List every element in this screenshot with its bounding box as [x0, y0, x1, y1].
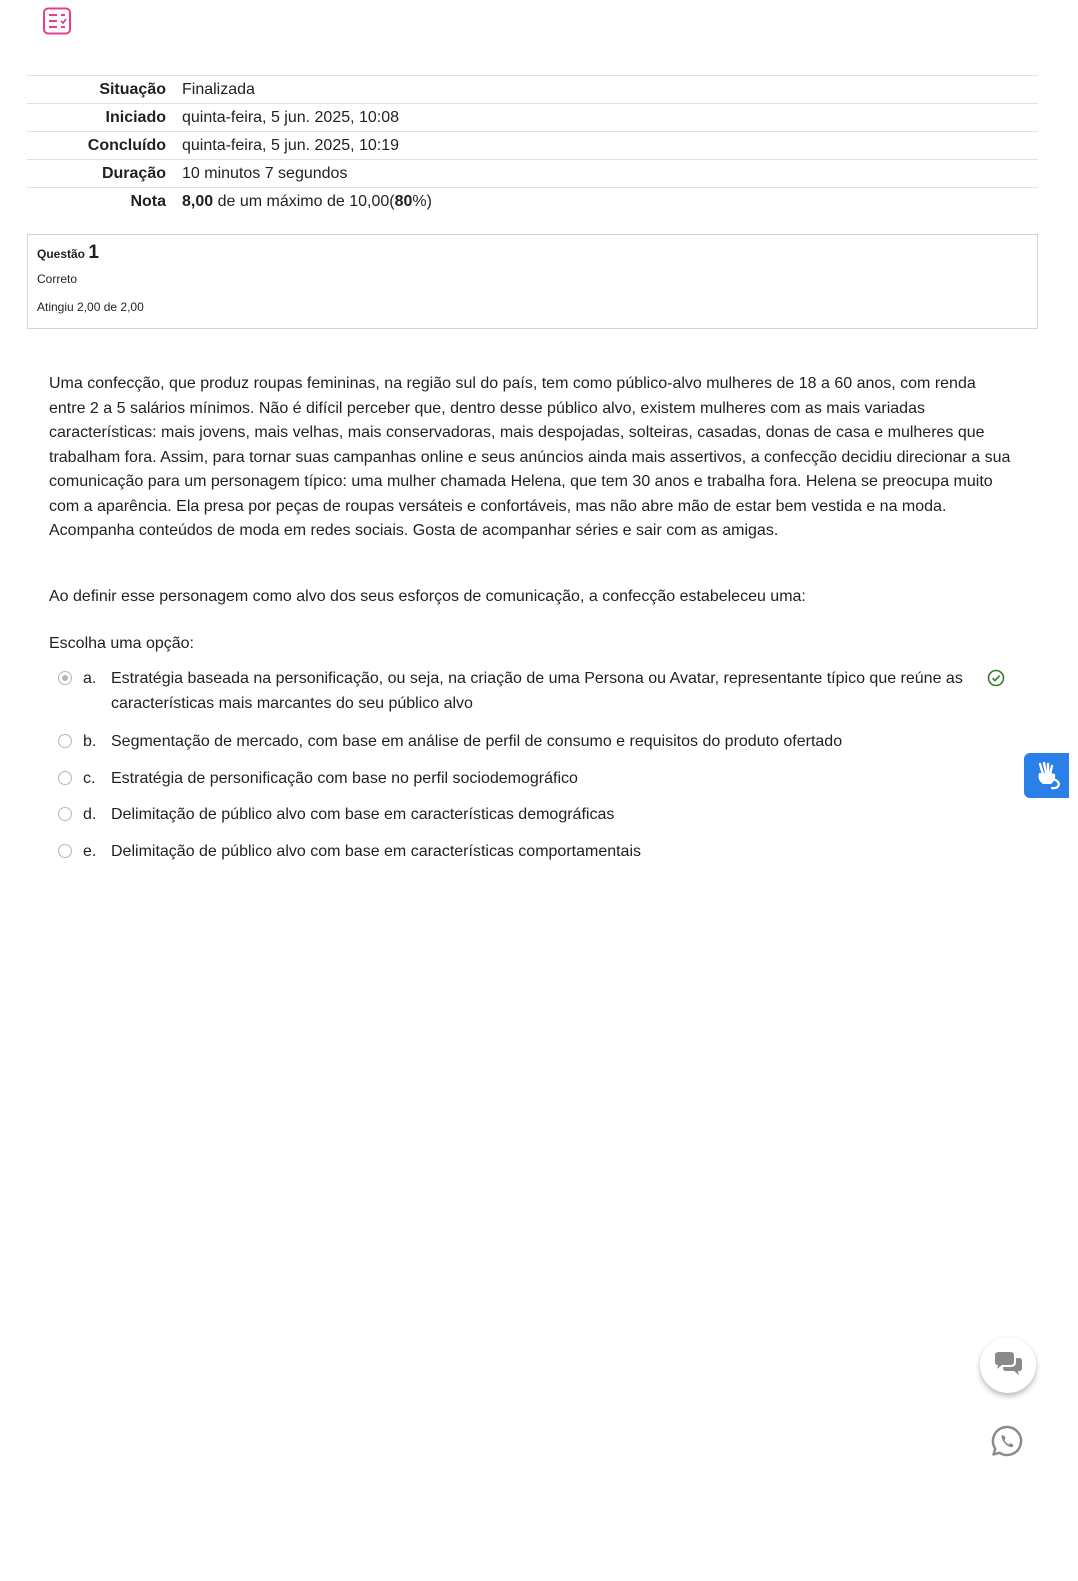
radio-button[interactable] — [58, 771, 72, 785]
option-text: Estratégia baseada na personificação, ou seja, na criação de uma Persona ou Avatar, representante típico que reúne as características mais marcantes do seu público alvo — [111, 670, 963, 712]
summary-row-duracao — [27, 160, 1038, 188]
question-number — [37, 243, 1028, 264]
summary-value: 10 minutos 7 segundos — [182, 160, 1038, 188]
radio-button-selected[interactable] — [58, 671, 72, 685]
option-letter: d. — [83, 806, 97, 823]
option-letter: a. — [83, 670, 97, 687]
summary-value — [182, 188, 1038, 216]
question-body: Uma confecção, que produz roupas femininas, na região sul do país, tem como público-alvo mulheres de 18 a 60 anos, com renda entre 2 a 5 salários mínimos. Não é difícil perceber que, dentro desse público alvo, existem mulheres com as mais variadas características: mais jovens, mais velhas, mais conservadoras, mais despojadas, solteiras, casadas, donas de casa e mulheres que trabalham fora. Assim, para tornar suas campanhas online e seus anúncios ainda mais assertivos, a confecção decidiu direcionar a sua comunicação para um personagem típico: uma mulher chamada Helena, que tem 30 anos e trabalha fora. Helena se preocupa muito com a aparência. Ela presa por peças de roupas versáteis e confortáveis, mas não abre mão de estar bem vestida e na moda. Acompanha conteúdos de moda em redes sociais. Gosta de acompanhar séries e sair com as amigas. — [49, 375, 1011, 539]
summary-label: Iniciado — [27, 104, 182, 132]
question-state: Correto — [37, 272, 78, 286]
summary-row-situacao — [27, 76, 1038, 104]
grade-value: 8,00 — [182, 192, 214, 210]
whatsapp-icon[interactable] — [990, 1424, 1024, 1458]
quiz-navigation-icon[interactable] — [42, 7, 72, 35]
radio-button[interactable] — [58, 807, 72, 821]
sign-language-icon — [1031, 760, 1063, 792]
question-number-value: 1 — [88, 242, 99, 263]
question-label: Questão — [37, 247, 86, 261]
summary-label: Duração — [27, 160, 182, 188]
choose-option-label: Escolha uma opção: — [49, 635, 194, 652]
option-text: Delimitação de público alvo com base em características comportamentais — [111, 843, 642, 860]
grade-max-text: de um máximo de 10,00( — [213, 192, 395, 210]
question-prompt: Ao definir esse personagem como alvo dos seus esforços de comunicação, a confecção estabeleceu uma: — [49, 588, 806, 605]
summary-value: quinta-feira, 5 jun. 2025, 10:08 — [182, 104, 1038, 132]
option-letter: c. — [83, 770, 96, 787]
summary-label: Concluído — [27, 132, 182, 160]
check-circle-icon — [987, 669, 1005, 687]
question-grade: Atingiu 2,00 de 2,00 — [37, 300, 144, 314]
option-letter: e. — [83, 843, 97, 860]
summary-label: Nota — [27, 188, 182, 216]
radio-button[interactable] — [58, 844, 72, 858]
summary-row-nota — [27, 188, 1038, 216]
question-info-box — [27, 234, 1038, 329]
option-text: Estratégia de personificação com base no perfil sociodemográfico — [111, 770, 578, 787]
summary-label: Situação — [27, 76, 182, 104]
option-letter: b. — [83, 733, 97, 750]
summary-value: Finalizada — [182, 76, 1038, 104]
option-text: Segmentação de mercado, com base em análise de perfil de consumo e requisitos do produto ofertado — [111, 733, 843, 750]
summary-row-iniciado — [27, 104, 1038, 132]
vlibras-accessibility-button[interactable] — [1024, 753, 1069, 798]
grade-percent: 80 — [394, 192, 413, 210]
radio-button[interactable] — [58, 734, 72, 748]
summary-row-concluido — [27, 132, 1038, 160]
attempt-summary-table — [27, 75, 1038, 216]
grade-percent-suffix: %) — [412, 192, 432, 210]
question-text — [49, 372, 1014, 544]
chat-bubbles-icon — [992, 1351, 1024, 1379]
summary-value: quinta-feira, 5 jun. 2025, 10:19 — [182, 132, 1038, 160]
option-text: Delimitação de público alvo com base em características demográficas — [111, 806, 615, 823]
chat-button[interactable] — [980, 1337, 1036, 1393]
